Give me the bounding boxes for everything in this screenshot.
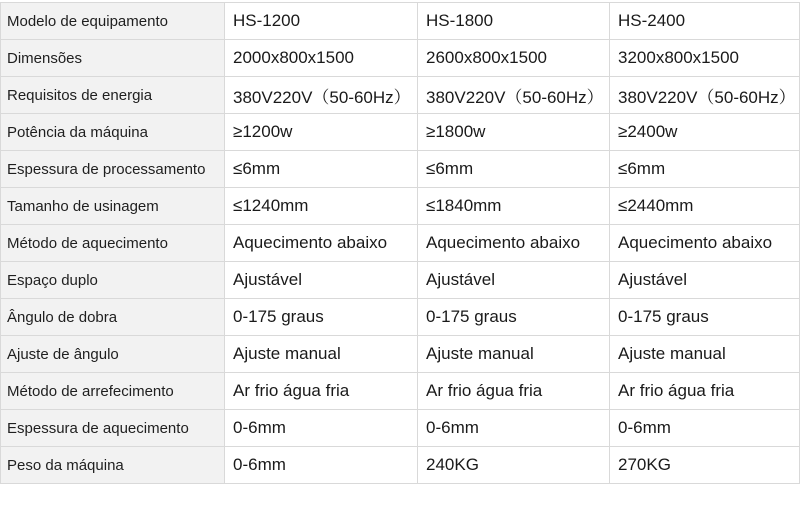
- table-cell: Ar frio água fria: [610, 373, 800, 410]
- table-cell: 0-175 graus: [225, 299, 418, 336]
- table-cell: 0-6mm: [225, 410, 418, 447]
- table-row: [1, 410, 800, 447]
- table-cell: 380V220V（50-60Hz）: [418, 77, 610, 114]
- table-cell: 380V220V（50-60Hz）: [225, 77, 418, 114]
- row-label: Potência da máquina: [1, 114, 225, 151]
- table-cell: Ajuste manual: [610, 336, 800, 373]
- table-cell: ≤1240mm: [225, 188, 418, 225]
- table-row: [1, 299, 800, 336]
- row-label: Método de aquecimento: [1, 225, 225, 262]
- table-cell: ≤1840mm: [418, 188, 610, 225]
- table-cell: HS-2400: [610, 3, 800, 40]
- table-cell: Aquecimento abaixo: [610, 225, 800, 262]
- row-label: Peso da máquina: [1, 447, 225, 484]
- row-label: Ângulo de dobra: [1, 299, 225, 336]
- table-row: [1, 188, 800, 225]
- spec-table: [0, 2, 800, 484]
- table-cell: 0-6mm: [610, 410, 800, 447]
- table-cell: ≥1200w: [225, 114, 418, 151]
- table-cell: Aquecimento abaixo: [418, 225, 610, 262]
- table-row: [1, 447, 800, 484]
- row-label: Espessura de aquecimento: [1, 410, 225, 447]
- table-cell: 3200x800x1500: [610, 40, 800, 77]
- table-cell: Ajuste manual: [418, 336, 610, 373]
- table-row: [1, 225, 800, 262]
- table-cell: Ajuste manual: [225, 336, 418, 373]
- table-cell: Ajustável: [418, 262, 610, 299]
- row-label: Espessura de processamento: [1, 151, 225, 188]
- row-label: Método de arrefecimento: [1, 373, 225, 410]
- table-cell: HS-1200: [225, 3, 418, 40]
- table-cell: ≤6mm: [225, 151, 418, 188]
- table-cell: Aquecimento abaixo: [225, 225, 418, 262]
- row-label: Tamanho de usinagem: [1, 188, 225, 225]
- table-cell: 0-175 graus: [610, 299, 800, 336]
- table-cell: 0-175 graus: [418, 299, 610, 336]
- table-cell: 0-6mm: [225, 447, 418, 484]
- table-cell: ≥1800w: [418, 114, 610, 151]
- table-cell: Ajustável: [610, 262, 800, 299]
- table-cell: ≤2440mm: [610, 188, 800, 225]
- table-cell: ≤6mm: [418, 151, 610, 188]
- row-label: Ajuste de ângulo: [1, 336, 225, 373]
- table-row: [1, 3, 800, 40]
- table-row: [1, 336, 800, 373]
- table-cell: 2600x800x1500: [418, 40, 610, 77]
- row-label: Modelo de equipamento: [1, 3, 225, 40]
- table-row: [1, 373, 800, 410]
- row-label: Espaço duplo: [1, 262, 225, 299]
- table-cell: HS-1800: [418, 3, 610, 40]
- spec-table-body: [1, 3, 800, 484]
- table-cell: Ajustável: [225, 262, 418, 299]
- row-label: Requisitos de energia: [1, 77, 225, 114]
- table-cell: Ar frio água fria: [225, 373, 418, 410]
- row-label: Dimensões: [1, 40, 225, 77]
- table-row: [1, 262, 800, 299]
- table-cell: ≤6mm: [610, 151, 800, 188]
- table-row: [1, 151, 800, 188]
- table-cell: 270KG: [610, 447, 800, 484]
- table-cell: 0-6mm: [418, 410, 610, 447]
- table-cell: Ar frio água fria: [418, 373, 610, 410]
- table-row: [1, 40, 800, 77]
- table-row: [1, 114, 800, 151]
- table-cell: 380V220V（50-60Hz）: [610, 77, 800, 114]
- table-cell: ≥2400w: [610, 114, 800, 151]
- table-cell: 240KG: [418, 447, 610, 484]
- table-cell: 2000x800x1500: [225, 40, 418, 77]
- table-row: [1, 77, 800, 114]
